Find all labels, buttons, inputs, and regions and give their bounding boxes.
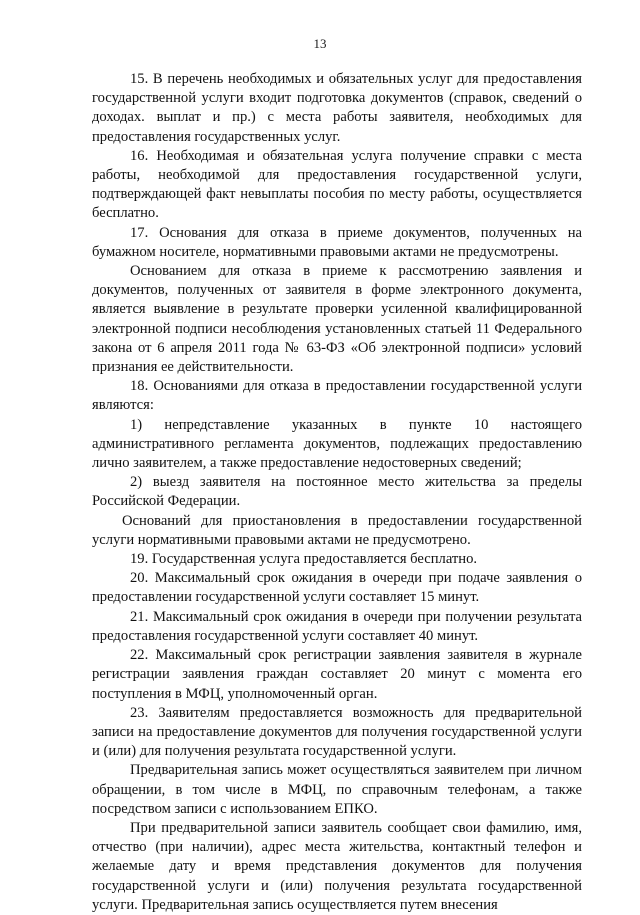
paragraph-21: 21. Максимальный срок ожидания в очереди при получении результата предоставления государственной услуги составляет 40 минут. [92, 608, 582, 644]
paragraph-19: 19. Государственная услуга предоставляется бесплатно. [130, 551, 478, 568]
paragraph-suspension: Оснований для приостановления в предоставлении государственной услуги нормативными правовыми актами не предусмотрено. [92, 512, 582, 548]
paragraph-preliminary-record: Предварительная запись может осуществляться заявителем при личном обращении, в том числе в МФЦ, по справочным телефонам, а также посредством записи с использованием ЕПКО. [92, 762, 582, 817]
paragraph-18-item-1: 1) непредставление указанных в пункте 10 настоящего административного регламента документов, подлежащих предоставлению лично заявителем, а также предоставление недостоверных сведений; [92, 416, 582, 472]
paragraph-15: 15. В перечень необходимых и обязательных услуг для предоставления государственной услуги входит подготовка документов (справок, сведений о доходах. выплат и пр.) с места работы заявителя, необходимых для предоставления государственных услуг. [92, 71, 582, 145]
paragraph-16: 16. Необходимая и обязательная услуга получение справки с места работы, необходимой для предоставления государственной услуги, подтверждающей факт невыплаты пособия по месту работы, осуществляется бесплатно. [92, 147, 582, 222]
paragraph-22: 22. Максимальный срок регистрации заявления заявителя в журнале регистрации заявления граждан составляет 20 минут с момента его поступления в МФЦ, уполномоченный орган. [92, 647, 582, 702]
paragraph-20: 20. Максимальный срок ожидания в очереди при подаче заявления о предоставлении государственной услуги составляет 15 минут. [92, 570, 582, 606]
paragraph-refusal-electronic: Основанием для отказа в приеме к рассмотрению заявления и документов, полученных от заявителя в форме электронного документа, является выявление в результате проверки усиленной квалифицированной электронной подписи несоблюдения установленных статьей 11 Федерального закона от 6 апреля 2011 года № 63-ФЗ «Об электронной подписи» условий признания ее действительности. [92, 263, 582, 376]
paragraph-18: 18. Основаниями для отказа в предоставлении государственной услуги являются: [92, 378, 582, 414]
page-number: 13 [313, 36, 327, 51]
document-body [92, 70, 582, 915]
paragraph-18-item-2: 2) выезд заявителя на постоянное место жительства за пределы Российской Федерации. [92, 474, 582, 510]
paragraph-23: 23. Заявителям предоставляется возможность для предварительной записи на предоставление документов для получения государственной услуги и (или) для получения результата государственной услуги. [92, 704, 582, 760]
paragraph-preliminary-record-details: При предварительной записи заявитель сообщает свои фамилию, имя, отчество (при наличии), адрес места жительства, контактный телефон и желаемые дату и время представления документов для получения государственной услуги и (или) получения результата государственной услуги. Предварительная запись осуществляется путем внесения [92, 819, 582, 913]
paragraph-17: 17. Основания для отказа в приеме документов, полученных на бумажном носителе, нормативными правовыми актами не предусмотрены. [92, 224, 582, 260]
